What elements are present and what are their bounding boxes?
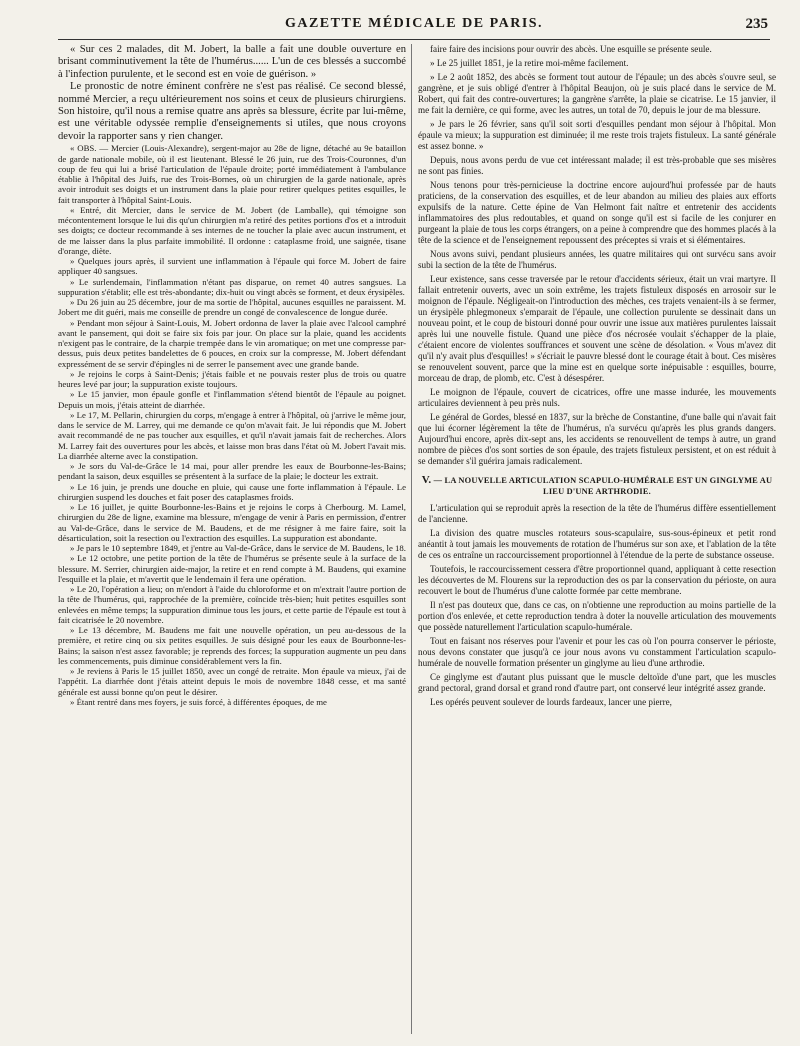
paragraph: » Du 26 juin au 25 décembre, jour de ma sortie de l'hôpital, aucunes esquilles ne paraissent. M. Jobert me dit guéri, mais me conseille de prendre un congé de convalescence de longue durée.: [58, 297, 406, 318]
paragraph: Tout en faisant nos réserves pour l'avenir et pour les cas où l'on pourra conserver le périoste, nous devons constater que jusqu'à ce jour nous avons vu constamment l'articulation scapulo-humérale de nouvelle formation présenter un ginglyme au lieu d'une arthrodie.: [418, 636, 776, 668]
paragraph: « OBS. — Mercier (Louis-Alexandre), sergent-major au 28e de ligne, détaché au 9e bataillon de garde nationale mobile, où il est lieutenant. Blessé le 26 juin, rue des Trois-Couronnes, d'un coup de feu qui lui a brisé l'articulation de l'épaule droite; porté immédiatement à l'ambulance établie à l'hôpital des Juifs, rue des Trois-Bornes, où un chirurgien de la garde nationale, après avoir introduit ses doigts et un instrument dans la plaie pour retirer quelques petites esquilles, le fait transporter à l'hôpital Saint-Louis.: [58, 143, 406, 205]
paragraph: » Le 12 octobre, une petite portion de la tête de l'humérus se présente seule à la surface de la blessure. M. Serrier, chirurgien aide-major, la retire et en rend compte à M. Baudens, qui examine l'esquille et la plaie, et m'avertit que le lendemain il fera une opération.: [58, 553, 406, 584]
paragraph: » Pendant mon séjour à Saint-Louis, M. Jobert ordonna de laver la plaie avec l'alcool camphré avant le pansement, qui doit se faire six fois par jour. On place sur la plaie, quand les accidents n'exigent pas le contraire, de la charpie trempée dans le vin aromatique; on met une compresse par-dessus, puis deux petites bandelettes de 6 pouces, en croix sur la compresse, M. Jobert défendant expressément de se servir d'épingles ni de serrer le pansement avec une grande bande.: [58, 317, 406, 369]
paragraph: » Le 2 août 1852, des abcès se forment tout autour de l'épaule; un des abcès s'ouvre seul, se gangrène, et je suis obligé d'entrer à l'hôpital Beaujon, où je suis placé dans le service de M. Robert, qui fait des contre-ouvertures; la gangrène s'arrête, la plaie se cicatrise. Le 15 janvier, il me fait la dernière, ce qui forme, avec les autres, un total de 70, depuis le jour de ma blessure.: [418, 72, 776, 115]
paragraph: » Le 13 décembre, M. Baudens me fait une nouvelle opération, un peu au-dessous de la première, et retire cinq ou six petites esquilles. Je suis désigné pour les eaux de Bourbonne-les-Bains; la saison n'est assez favorable; je reprends des forces; la suppuration augmente un peu dans les commencements, puis diminue considérablement vers la fin.: [58, 625, 406, 666]
paragraph: » Le 16 juin, je prends une douche en pluie, qui cause une forte inflammation à l'épaule. Le chirurgien suspend les douches et fait poser des cataplasmes froids.: [58, 481, 406, 502]
paragraph: » Je sors du Val-de-Grâce le 14 mai, pour aller prendre les eaux de Bourbonne-les-Bains; pendant la saison, deux esquilles se présentent à la surface de la plaie; le docteur les extrait.: [58, 461, 406, 482]
paragraph: » Je rejoins le corps à Saint-Denis; j'étais faible et ne pouvais rester plus de trois ou quatre heures levé par jour; la suppuration existe toujours.: [58, 368, 406, 389]
paragraph: » Je pars le 10 septembre 1849, et j'entre au Val-de-Grâce, dans le service de M. Baudens, le 18.: [70, 543, 406, 553]
paragraph: Nous tenons pour très-pernicieuse la doctrine encore aujourd'hui professée par de hauts praticiens, de la conservation des esquilles, et de leur abandon au milieu des plaies aux efforts expulsifs de la nature. Cette épine de Van Helmont fait naître et entretenir des accidents inflammatoires des plus redoutables, et quand on songe qu'il est si facile de les conjurer en purgeant la plaie de tous les corps étrangers, on a peine à comprendre que des hommes placés à la tête de la science et de l'enseignement repoussent des préceptes si vrais et si élémentaires.: [418, 180, 776, 245]
paragraph: faire faire des incisions pour ouvrir des abcès. Une esquille se présente seule.: [430, 44, 712, 54]
paragraph: « Entré, dit Mercier, dans le service de M. Jobert (de Lamballe), qui témoigne son mécontentement lorsque le lui dis qu'un chirurgien m'a retiré des petites portions d'os et a introduit ses doigts; ce docteur recommande à ses internes de ne toucher la plaie avec aucun instrument, et de me laisser dans la plus parfaite immobilité. Il ordonne : cataplasme froid, une saignée, tisane d'orange, diète.: [58, 204, 406, 256]
column-divider: [411, 44, 412, 1034]
section-title: — LA NOUVELLE ARTICULATION SCAPULO-HUMÉRALE EST UN GINGLYME AU LIEU D'UNE ARTHRODIE.: [433, 476, 773, 496]
paragraph: » Je pars le 26 février, sans qu'il soit sorti d'esquilles pendant mon séjour à l'hôpital. Mon épaule va mieux; la suppuration est diminuée; il me reste trois trajets fistuleux. La santé générale est assez bonne. »: [418, 119, 776, 151]
paragraph: L'articulation qui se reproduit après la resection de la tête de l'humérus diffère essentiellement de l'ancienne.: [418, 503, 776, 524]
paragraph: « Sur ces 2 malades, dit M. Jobert, la balle a fait une double ouverture en brisant comminutivement la tête de l'humérus...... L'un de ces blessés a succombé à l'infection purulente, et le second est en voie de guérison. »: [58, 44, 406, 80]
paragraph: Leur existence, sans cesse traversée par le retour d'accidents sérieux, était un vrai martyre. Il fallait entretenir ouverts, avec un soin extrême, les trajets fistuleux disposés en arrosoir sur le moignon de l'épaule. Négligeait-on l'introduction des mèches, ces trajets venaient-ils à se fermer, un érysipèle phlegmoneux s'emparait de l'épaule, une collection purulente se dessinait dans un nouveau point, et le coup de bistouri donné pour ouvrir une issue aux matières purulentes laissait après lui une nouvelle fistule. Quand une pièce d'os nécrosée voulait s'échapper de la plaie, c'étaient encore de violentes souffrances et souvent une scène de désolation. « Vous m'avez dit qu'il n'y avait plus d'esquilles! » s'écriait le pauvre blessé dont le courage était à bout. Ces misères se renouvelent souvent, parce que la mine est en quelque sorte inépuisable : esquilles, bourre, morceau de drap, de plomb, etc. C'est à désespérer.: [418, 274, 776, 383]
paragraph: Depuis, nous avons perdu de vue cet intéressant malade; il est très-probable que ses misères ne sont pas finies.: [418, 155, 776, 176]
page-number: 235: [745, 16, 768, 32]
paragraph: » Le 25 juillet 1851, je la retire moi-même facilement.: [430, 58, 629, 68]
paragraph: Le moignon de l'épaule, couvert de cicatrices, offre une masse indurée, les mouvements articulaires deviennent à peu près nuls.: [418, 387, 776, 408]
paragraph: La division des quatre muscles rotateurs sous-scapulaire, sus-sous-épineux et petit rond anéantit à tout jamais les mouvements de rotation de l'humérus sur son axe, et l'ablation de la tête de ces os entraîne un raccourcissement proportionnel à l'étendue de la perte de substance osseuse.: [418, 528, 776, 560]
paragraph: » Le 16 juillet, je quitte Bourbonne-les-Bains et je rejoins le corps à Cherbourg. M. Lamel, chirurgien du 28e de ligne, examine ma blessure, m'engage de venir à Paris en permission, d'entrer au Val-de-Grâce, dans le service de M. Baudens, et de me résigner à me faire faire, soit la désarticulation, soit la resection ou l'extraction des esquilles. La suppuration est abondante.: [58, 502, 406, 543]
section-heading: [418, 475, 776, 497]
header-rule: [58, 39, 770, 40]
paragraph: Le général de Gordes, blessé en 1837, sur la brèche de Constantine, d'une balle qui n'avait fait que lui écorner légèrement la tête de l'humérus, n'a survécu qu'après les plus grands dangers. Aujourd'hui encore, après dix-sept ans, les accidents se renouvellent de temps à autre, un grand nombre de pièces d'os sont sorties de son épaule, des trajets fistuleux persistent, et on est réduit à se demander s'il guérira jamais radicalement.: [418, 412, 776, 466]
right-column: [418, 44, 776, 1034]
paragraph: » Le 17, M. Pellarin, chirurgien du corps, m'engage à entrer à l'hôpital, où j'arrive le même jour, dans le service de M. Larrey, qui me demande ce qu'on m'avait fait. Je lui répondis que M. Jobert avait recommandé de ne pas toucher aux esquilles, et qu'il n'avait jamais fait de recherches. Alors M. Larrey fait des ouvertures pour les abcès, et laisse mon bras dans l'état où M. Jobert l'avait mis. La diarrhée alterne avec la constipation.: [58, 409, 406, 461]
paragraph: Les opérés peuvent soulever de lourds fardeaux, lancer une pierre,: [430, 697, 672, 707]
paragraph: » Je reviens à Paris le 15 juillet 1850, avec un congé de retraite. Mon épaule va mieux, j'ai de l'appétit. La diarrhée dont j'étais atteint depuis le mois de novembre 1848 cesse, et ma santé générale est aussi bonne qu'on peut le désirer.: [58, 666, 406, 697]
paragraph: » Quelques jours après, il survient une inflammation à l'épaule qui force M. Jobert de faire appliquer 40 sangsues.: [58, 256, 406, 277]
section-number: V.: [421, 474, 432, 486]
paragraph: » Le 20, l'opération a lieu; on m'endort à l'aide du chloroforme et on m'extrait l'autre portion de la tête de l'humérus, qui, rapprochée de la première, coïncide très-bien; huit petites esquilles sont enlevées en même temps; la suppuration diminue tous les jours, et cette partie de l'épaule est tout à fait cicatrisée le 20 novembre.: [58, 584, 406, 625]
paragraph: » Le 15 janvier, mon épaule gonfle et l'inflammation s'étend bientôt de l'épaule au poignet. Depuis un mois, j'étais atteint de diarrhée.: [58, 389, 406, 410]
paragraph: » Étant rentré dans mes foyers, je suis forcé, à différentes époques, de me: [70, 696, 327, 707]
paragraph: Le pronostic de notre éminent confrère ne s'est pas réalisé. Ce second blessé, nommé Mercier, a reçu ultérieurement nos soins et ceux de plusieurs chirurgiens. Son histoire, qu'il nous a remise quatre ans après sa blessure, écrite par lui-même, est une véritable odyssée remplie d'enseignements si utiles, que nous croyons devoir la rapporter sans y rien changer.: [58, 81, 406, 142]
running-title: GAZETTE MÉDICALE DE PARIS.: [284, 16, 544, 31]
paragraph: Ce ginglyme est d'autant plus puissant que le muscle deltoïde d'une part, que les muscles grand pectoral, grand dorsal et grand rond d'autre part, ont conservé leur intégrité assez grande.: [418, 672, 776, 693]
page-header: [58, 16, 770, 38]
left-column: [58, 44, 406, 1034]
paragraph: Il n'est pas douteux que, dans ce cas, on n'obtienne une reproduction au moins partielle de la portion d'os enlevée, et cette reproduction tendra à doter la nouvelle articulation des mouvements que possède naturellement l'articulation scapulo-humérale.: [418, 600, 776, 632]
paragraph: Nous avons suivi, pendant plusieurs années, les quatre militaires qui ont survécu sans avoir subi la section de la tête de l'humérus.: [418, 249, 776, 270]
paragraph: » Le surlendemain, l'inflammation n'étant pas disparue, on remet 40 autres sangsues. La suppuration s'établit; elle est très-abondante; dix-huit ou vingt abcès se forment, et deux érysipèles.: [58, 276, 406, 297]
paragraph: Toutefois, le raccourcissement cessera d'être proportionnel quand, appliquant à cette resection les découvertes de M. Flourens sur la reproduction des os par la conservation du périoste, on aura recouvert le bout de l'humérus d'une calotte formée par cette membrane.: [418, 564, 776, 596]
